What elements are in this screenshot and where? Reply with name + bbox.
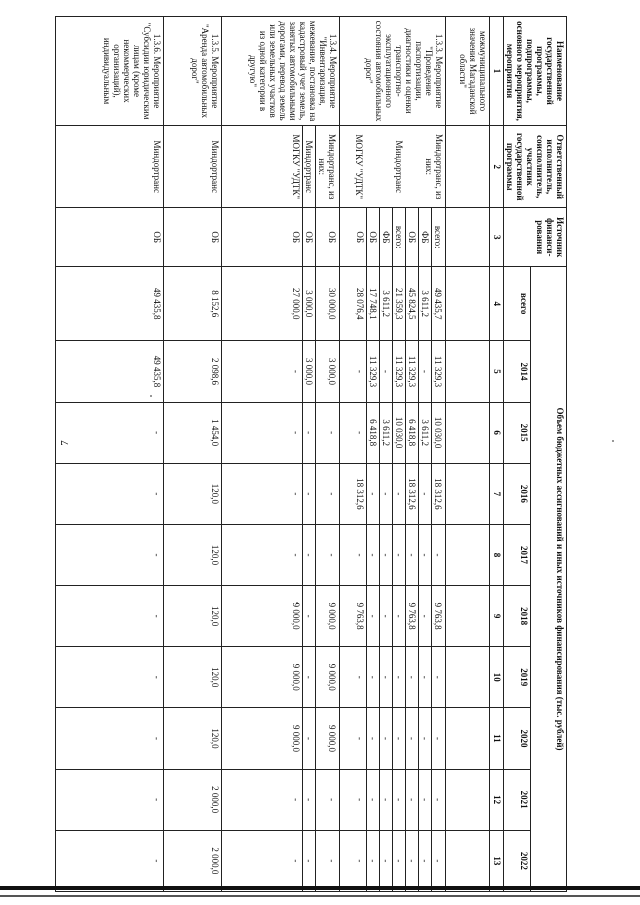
header-year: 2018 (503, 586, 531, 647)
value-cell: 11 329,3 (406, 341, 419, 401)
value-cell: - (327, 492, 338, 496)
value-column (222, 341, 340, 402)
value-column (340, 402, 446, 463)
value-cell: - (367, 831, 380, 891)
value-cell: - (290, 831, 303, 891)
value-cell: - (56, 830, 164, 891)
source-cell: ФБ (380, 208, 393, 266)
value-column (340, 647, 446, 708)
value-cell: - (327, 553, 338, 557)
value-cell: - (56, 463, 164, 524)
header-year: 2016 (503, 463, 531, 524)
header-year: 2014 (503, 341, 531, 402)
value-column (340, 341, 446, 402)
value-cell: - (393, 647, 406, 707)
rotated-table-container (57, 16, 567, 892)
value-cell: - (367, 464, 380, 524)
row-executor: Миндортранс (164, 126, 222, 208)
row-source (222, 208, 340, 267)
value-column (340, 769, 446, 830)
value-cell: - (433, 553, 444, 557)
value-cell: 10 030,0 (433, 416, 444, 449)
value-cell: - (380, 341, 393, 401)
row-name: 1.3.3. Мероприятие "Проведение паспортизации, диагностики и оценки транспортно-эксплуатационного состояния автомобильных дорог" (340, 17, 446, 126)
value-column (340, 463, 446, 524)
value-cell: 9 000,0 (327, 602, 338, 630)
value-cell: - (367, 708, 380, 768)
table-row (446, 17, 490, 892)
value-cell: - (393, 708, 406, 768)
value-cell: 18 312,6 (406, 464, 419, 524)
value-cell: - (406, 647, 419, 707)
value-cell: - (290, 770, 303, 830)
value-cell: 2 098,6 (164, 341, 222, 402)
value-cell: - (393, 586, 406, 646)
value-cell: - (393, 464, 406, 524)
executor-text: МОГКУ "УДТК" (354, 134, 365, 200)
page-number: 7 (58, 440, 71, 446)
col-number: 11 (490, 708, 503, 769)
col-number: 3 (490, 208, 503, 267)
value-cell: 9 763,8 (354, 586, 367, 646)
value-cell: - (303, 403, 316, 463)
value-cell: - (380, 647, 393, 707)
value-cell: - (419, 708, 432, 768)
value-cell: - (367, 525, 380, 585)
header-year: 2020 (503, 708, 531, 769)
value-cell: - (380, 464, 393, 524)
row-name: межмуниципального значения Магаданской области" (446, 17, 490, 126)
value-column (340, 830, 446, 891)
value-cell: - (327, 859, 338, 863)
value-cell: 49 435,8 (56, 341, 164, 402)
scan-edge-line (0, 886, 640, 890)
value-cell: - (380, 525, 393, 585)
value-cell: - (419, 831, 432, 891)
value-cell: - (406, 770, 419, 830)
value-cell: - (354, 708, 367, 768)
value-cell: - (56, 769, 164, 830)
value-cell: 21 359,3 (393, 267, 406, 340)
value-cell: 9 763,8 (406, 586, 419, 646)
value-cell: - (380, 586, 393, 646)
scan-edge-line (0, 895, 640, 897)
value-cell: - (303, 831, 316, 891)
col-number: 8 (490, 524, 503, 585)
value-cell: 27 000,0 (290, 267, 303, 340)
value-cell: - (380, 708, 393, 768)
value-cell: 120,0 (164, 586, 222, 647)
source-cell: ОБ (290, 208, 303, 266)
value-column (222, 830, 340, 891)
col-number: 9 (490, 586, 503, 647)
row-executor (222, 126, 340, 208)
executor-text: Миндортранс (303, 126, 316, 207)
value-cell: - (290, 464, 303, 524)
value-cell: 49 435,7 (433, 287, 444, 320)
value-cell: - (354, 831, 367, 891)
value-cell: - (367, 770, 380, 830)
value-cell: - (419, 464, 432, 524)
value-column (222, 586, 340, 647)
value-cell: - (367, 586, 380, 646)
value-column (222, 647, 340, 708)
col-number: 12 (490, 769, 503, 830)
executor-text: Миндортранс (394, 140, 405, 193)
value-column (340, 708, 446, 769)
value-cell: - (354, 647, 367, 707)
value-cell: 6 418,8 (406, 403, 419, 463)
table-row (340, 17, 446, 892)
value-cell: - (56, 586, 164, 647)
row-executor (340, 126, 446, 208)
value-cell: - (303, 525, 316, 585)
value-cell: 17 748,1 (367, 267, 380, 340)
value-cell: - (303, 647, 316, 707)
value-cell: - (433, 736, 444, 740)
col-number: 7 (490, 463, 503, 524)
value-cell: - (433, 798, 444, 802)
value-cell: 11 329,3 (433, 355, 444, 388)
col-number: 5 (490, 341, 503, 402)
value-cell: 120,0 (164, 463, 222, 524)
value-cell: 10 030,0 (393, 403, 406, 463)
value-cell: - (433, 859, 444, 863)
value-cell: - (433, 675, 444, 679)
header-year: 2021 (503, 769, 531, 830)
table-row (222, 17, 340, 892)
value-column (340, 586, 446, 647)
row-name: 1.3.4. Мероприятие "Инвентаризация, межевание, постановка на кадастровый учет земель, занятых автомобильными дорогами, перевод земель или земельных участков из одной категории в другую" (222, 17, 340, 126)
value-cell: - (419, 647, 432, 707)
value-cell: - (303, 770, 316, 830)
value-cell: - (419, 770, 432, 830)
value-cell: - (393, 525, 406, 585)
source-cell: ОБ (367, 208, 380, 266)
row-source: ОБ (164, 208, 222, 267)
source-cell: всего: (433, 225, 444, 249)
value-column (222, 708, 340, 769)
value-cell: 45 824,5 (406, 267, 419, 340)
value-cell: - (56, 708, 164, 769)
source-cell: ФБ (419, 208, 432, 266)
col-number: 4 (490, 266, 503, 340)
value-cell: 18 312,6 (433, 478, 444, 510)
value-cell: - (393, 770, 406, 830)
value-cell: - (354, 403, 367, 463)
value-cell: - (419, 586, 432, 646)
value-cell: 6 418,8 (367, 403, 380, 463)
value-cell: - (419, 525, 432, 585)
header-year: 2019 (503, 647, 531, 708)
value-cell: - (406, 831, 419, 891)
value-cell: - (327, 431, 338, 435)
value-column (222, 524, 340, 585)
value-cell: - (354, 341, 367, 401)
value-cell: - (406, 525, 419, 585)
value-cell: 3 000,0 (327, 358, 338, 385)
value-cell: 9 000,0 (327, 724, 338, 752)
value-cell: - (56, 524, 164, 585)
source-cell: ОБ (327, 231, 338, 244)
value-column (222, 402, 340, 463)
value-cell: - (303, 464, 316, 524)
value-cell: - (290, 525, 303, 585)
value-cell: 2 000,0 (164, 830, 222, 891)
value-cell: 11 329,3 (367, 341, 380, 401)
header-volume: Объем бюджетных ассигнований и иных источников финансирования (тыс. рублей) (531, 266, 567, 891)
row-source: ОБ (56, 208, 164, 267)
value-cell: - (327, 798, 338, 802)
value-cell: 3 611,2 (380, 267, 393, 340)
header-source: Источник финанси-рования (503, 208, 566, 267)
value-cell: 3 611,2 (419, 267, 432, 340)
col-number: 13 (490, 830, 503, 891)
header-year: 2017 (503, 524, 531, 585)
source-cell: ОБ (354, 208, 367, 266)
executor-text: Миндортранс, из них: (424, 134, 445, 200)
table-row (164, 17, 222, 892)
value-cell: - (380, 831, 393, 891)
value-cell: 9 000,0 (327, 663, 338, 691)
table-row (56, 17, 164, 892)
value-cell: 120,0 (164, 708, 222, 769)
value-cell: - (354, 770, 367, 830)
value-cell: 3 611,2 (380, 403, 393, 463)
col-number: 10 (490, 647, 503, 708)
value-cell: - (56, 647, 164, 708)
value-cell: 9 763,8 (433, 602, 444, 630)
value-column (222, 769, 340, 830)
value-cell: 28 076,4 (354, 267, 367, 340)
row-name: 1.3.5. Мероприятие "Аренда автомобильных дорог" (164, 17, 222, 126)
value-cell: 2 000,0 (164, 769, 222, 830)
source-cell: ОБ (303, 208, 316, 266)
header-name: Наименование государственной программы, подпрограммы, основного мероприятия, мероприятия (503, 17, 566, 126)
value-cell: 8 152,6 (164, 266, 222, 340)
value-cell: 18 312,6 (354, 464, 367, 524)
col-number: 2 (490, 126, 503, 208)
value-cell: 3 000,0 (303, 267, 316, 340)
value-cell: 9 000,0 (290, 708, 303, 768)
scan-speck (612, 440, 614, 442)
value-cell: 9 000,0 (290, 647, 303, 707)
value-cell: - (290, 341, 303, 401)
value-cell: 1 454,0 (164, 402, 222, 463)
header-executor: Ответственный исполнитель, соисполнитель, участник государственной программы (503, 126, 566, 208)
col-number: 1 (490, 17, 503, 126)
value-column (340, 266, 446, 340)
value-cell: - (56, 402, 164, 463)
value-cell: 9 000,0 (290, 586, 303, 646)
value-cell: - (303, 708, 316, 768)
value-cell: - (380, 770, 393, 830)
executor-text: МОГКУ "УДТК" (290, 126, 303, 207)
value-cell: 3 611,2 (419, 403, 432, 463)
value-cell: - (290, 403, 303, 463)
value-column (340, 524, 446, 585)
value-cell: - (367, 647, 380, 707)
header-year: 2015 (503, 402, 531, 463)
row-name: 1.3.6. Мероприятие "Субсидии юридическим лицам (кроме некоммерческих организаций), индивидуальным (56, 17, 164, 126)
value-cell: - (303, 586, 316, 646)
value-cell: 3 000,0 (303, 341, 316, 401)
source-cell: всего: (393, 208, 406, 266)
value-cell: - (406, 708, 419, 768)
value-column (222, 463, 340, 524)
col-number: 6 (490, 402, 503, 463)
value-cell: 30 000,0 (327, 287, 338, 320)
row-executor: Миндортранс (56, 126, 164, 208)
funding-table (55, 16, 567, 892)
source-cell: ОБ (406, 208, 419, 266)
header-year: 2022 (503, 830, 531, 891)
value-column (222, 266, 340, 340)
value-cell: - (419, 341, 432, 401)
value-cell: 11 329,3 (393, 341, 406, 401)
row-source (340, 208, 446, 267)
value-cell: - (354, 525, 367, 585)
value-cell: 120,0 (164, 524, 222, 585)
header-total: всего (503, 266, 531, 340)
value-cell: 49 435,8 (56, 266, 164, 340)
value-cell: - (393, 831, 406, 891)
executor-text: Миндортранс, из них: (317, 134, 338, 200)
value-cell: 120,0 (164, 647, 222, 708)
